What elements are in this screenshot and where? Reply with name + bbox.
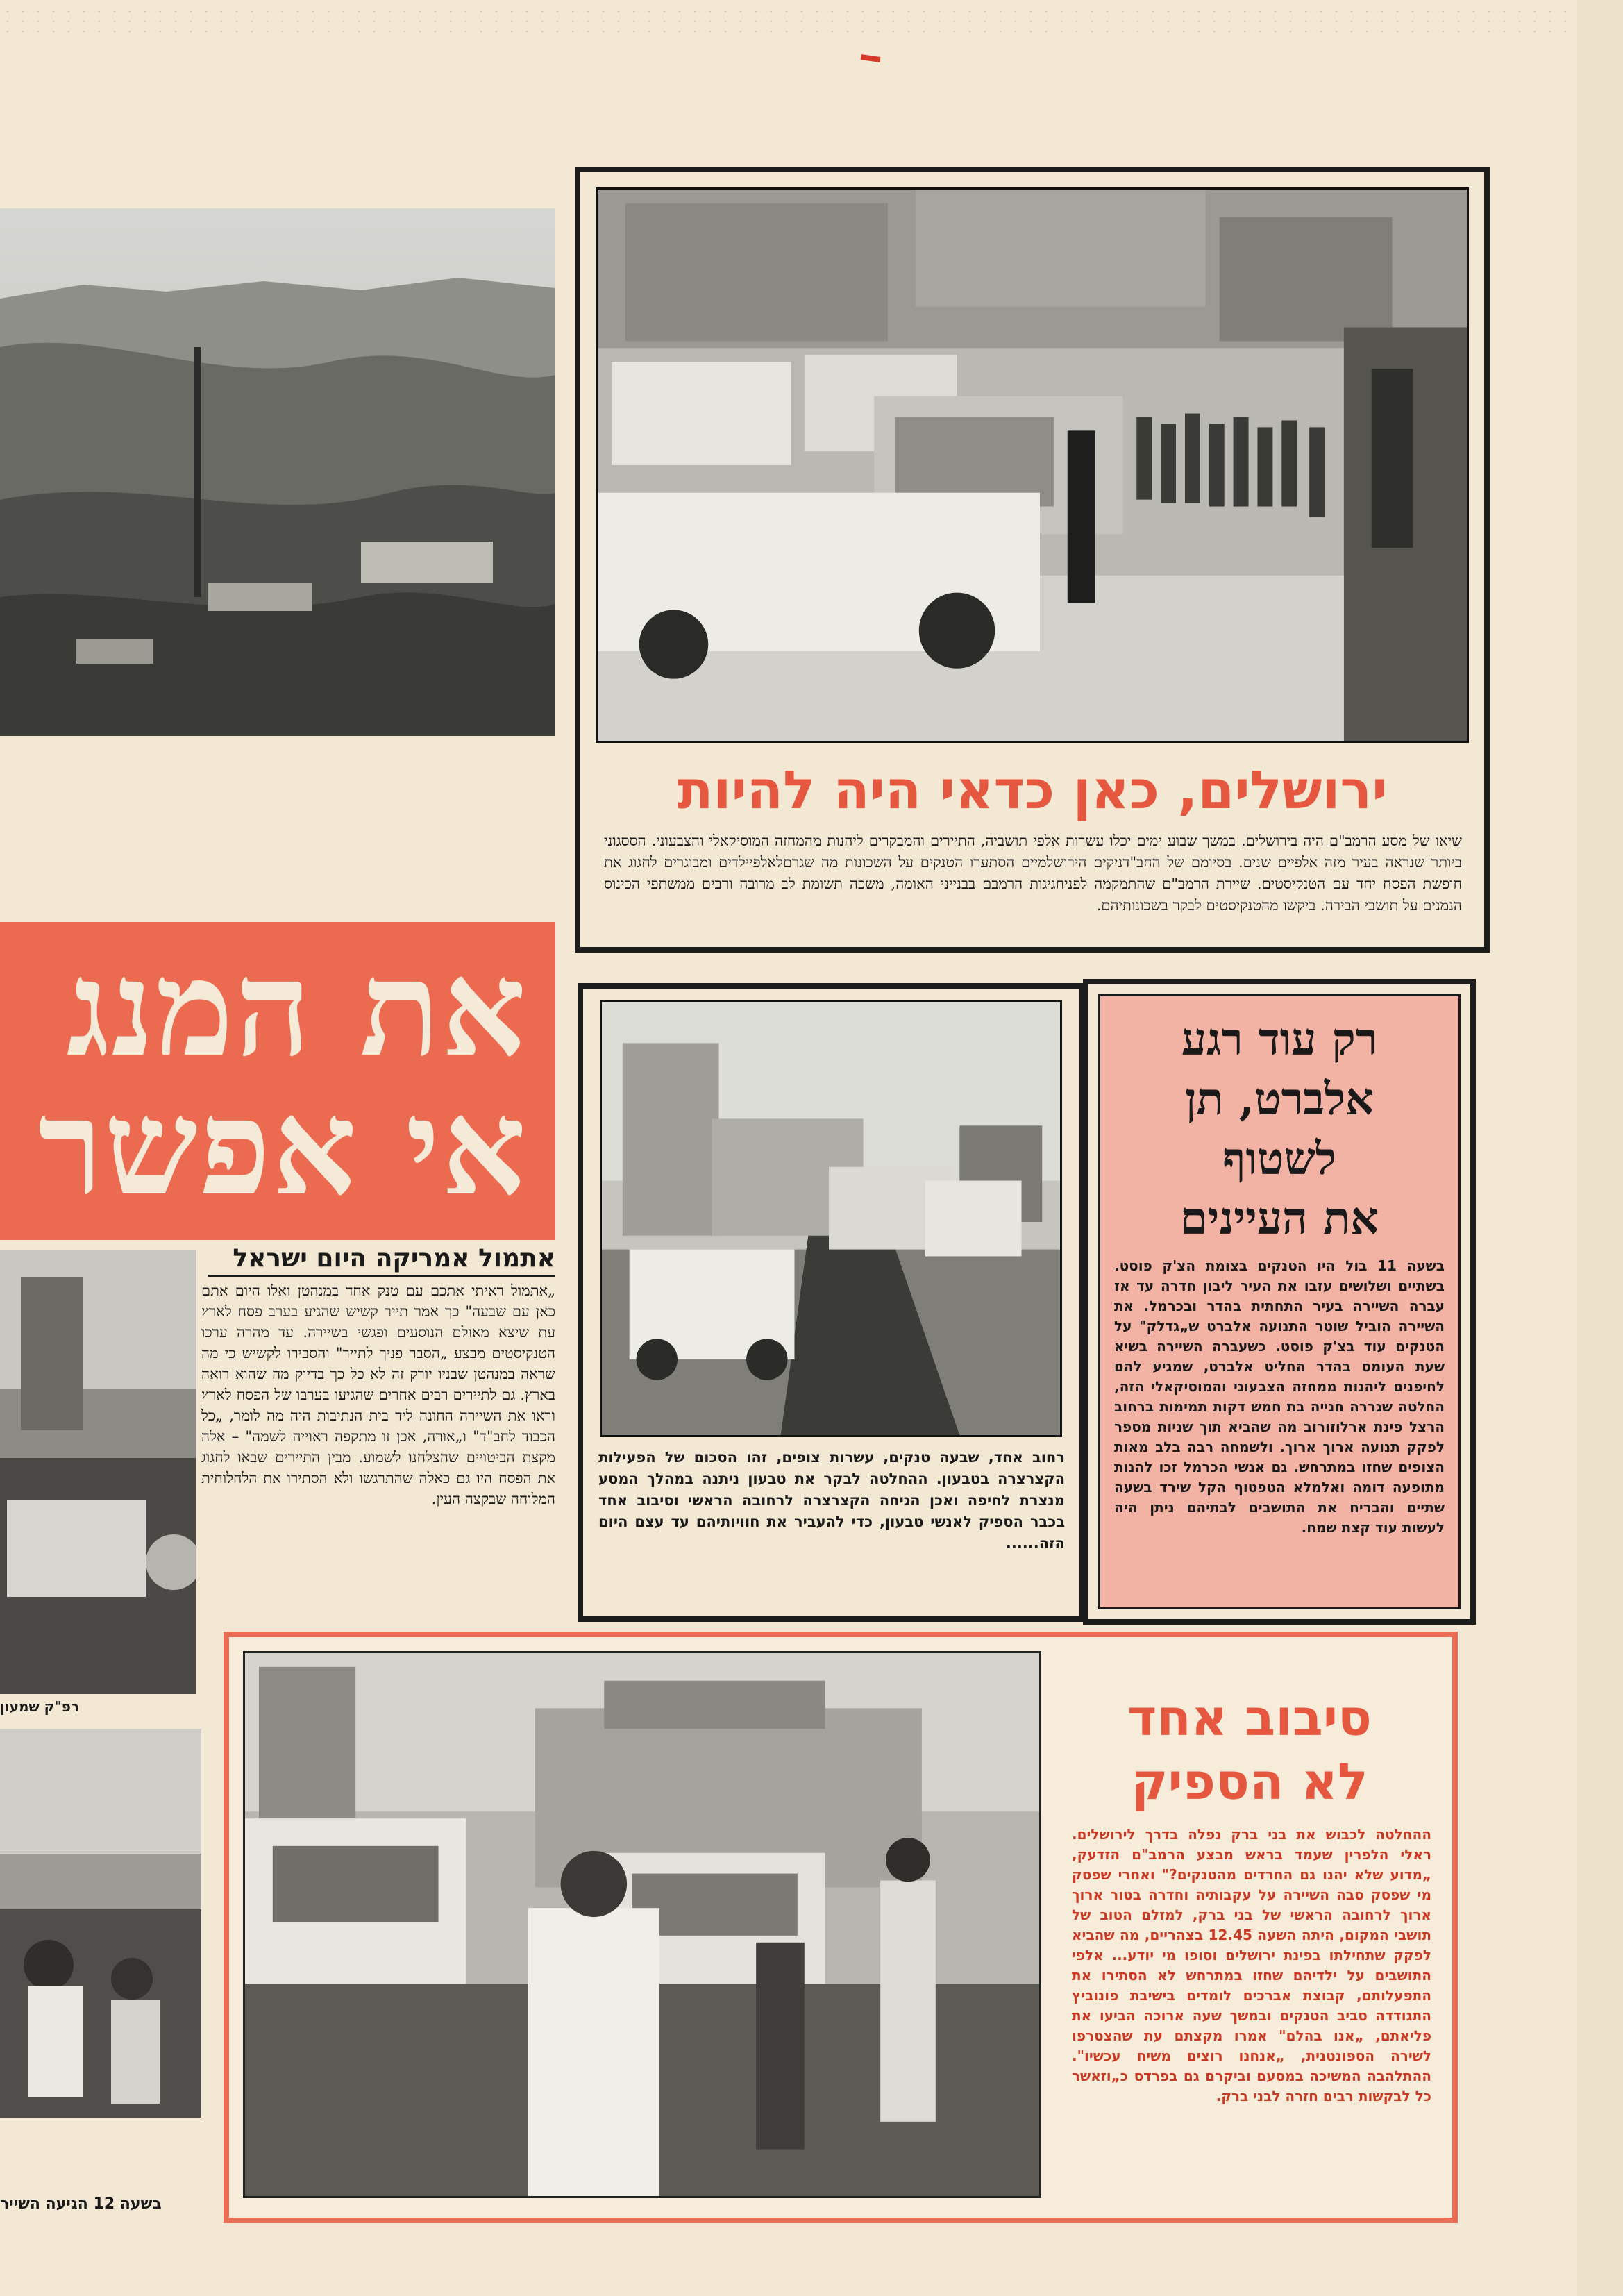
jerusalem-headline: ירושלים, כאן כדאי היה להיות (677, 759, 1388, 821)
city-panorama-photo (0, 208, 555, 736)
albert-story-frame (1083, 979, 1476, 1625)
left-edge-photo (0, 1250, 196, 1694)
bnei-brak-headline-line-2: לא הספיק (1131, 1752, 1368, 1811)
jerusalem-body: שיאו של מסע הרמב"ם היה בירושלים. במשך שבוע ימים יכלו עשרות אלפי תושביה, התיירים והמבקרים ליהנות מהמחזה המוסיקאלי והצבעוני. הססגוני ביותר שנראה בעיר מזה אלפיים שנים. בסיומם של החב"דניקים הירושלמיים הסתערו הטנקים על השכונות מה שגרםלאלפיילדים ומבוגרים לחגוג את חופשת הפסח יחד עם הטנקיסטים. שיירת הרמב"ם שהתמקמה לפניחגיגות הרמבם בבנייני האומה, משכה תשומת לב מרובה ורבים ממשתפי הכינוס הנמנים על תושבי הבירה. ביקשו מהטנקיסטים לבקר בשכונותיהם. (604, 832, 1462, 914)
street-caption: רחוב אחד, שבעה טנקים, עשרות צופים, זהו הסכום של הפעילות הקצרצרה בטבעון. ההחלטה לבקר את טבעון ניתנה במהלך המסע מנצרת לחיפה ואכן הגיחה הקצרצרה לרחובה הראשי וסיבוב אחד בכבר הספיק לאנשי טבעון, כדי להעביר את חוויותיהם עד עצם היום הזה...... (598, 1449, 1065, 1552)
bnei-brak-story-frame (224, 1632, 1458, 2223)
top-dotted-strip (0, 7, 1623, 35)
albert-headline-line-2: אלברט, תן (1185, 1073, 1374, 1125)
yesterday-story-title: אתמול אמריקה היום ישראל (208, 1243, 555, 1277)
albert-headline (1100, 1010, 1458, 1249)
left-bottom-photo (0, 1729, 201, 2118)
street-story-frame (578, 983, 1084, 1622)
albert-headline-line-3: לשטוף (1222, 1133, 1336, 1185)
jerusalem-story-frame (575, 167, 1490, 953)
bnei-brak-body: ההחלטה לכבוש את בני ברק נפלה בדרך לירושלים. ראלי הלפרין שעמד בראש מבצע הרמב"ם הזדעק, „מדוע שלא יהנו גם החרדים מהטנקים?" ואחרי שפסק מי שפסק סבה השיירה על עקבותיה וחדרה בטור ארוך ארוך לרחובה הראשי של בני ברק, למזלם הטוב של תושבי המקום, היתה השעה 12.45 בצהריים, מה שהביא לפקק שתחילתו בפינת ירושלים וסופו מי יודע... אלפי התושבים על ילדיהם שחזו במתרחש לא הסתירו את התפעלותם, קבוצת אברכים לומדים בישיבת פונוביץ התגודדה סביב הטנקים ובמשך שעה ארוכה הביעו את פליאתם, „אנו בהלם" אמרו מקצתם עת שהצטרפו לשירה הספונטנית, „אנחנו רוצים משיח עכשיו". ההתלהבה המשיכה במסעם וביקרם גם בפרדס כ„וזאשר כל לבקשות רבים חזרה לבני ברק. (1072, 1826, 1431, 2104)
street-photo (600, 1000, 1062, 1437)
bnei-brak-headline-line-1: סיבוב אחד (1127, 1689, 1372, 1747)
banner-line-1: את המנג (66, 931, 528, 1086)
albert-headline-line-1: רק עוד רגע (1181, 1014, 1378, 1066)
jerusalem-photo (596, 187, 1469, 743)
albert-body: בשעה 11 בול היו הטנקים בצומת הצ'ק פוסט. בשתיים ושלושים עזבו את העיר ליבון חדרה עד אז עברה השיירה בעיר התחתית בהדר ובכרמל. את השיירה הוביל שוטר התנועה אלברט ש„גדלק" על הטנקים עוד בצ'ק פוסט. כשעברה השיירה בשיא שעת העומס בהדר החליט אלברט, שמגיע להם לחיפנים ליהנות ממחזה הצבעוני והמוסיקאלי הזה, החלטה שגררה חנייה בת חמש דקות תמימות ברחוב הרצל פינת ארלוזורוב מה שהביא תוך שניות מספר לפקק תנועה ארוך ארוך. ולשמחה רבה בלב מאות הצופים שחזו במתרחש. גם אנשי הכרמל זכו להנות מתופעה דומה ואלמלא הטפטוף הקל שירד בשעה שתיים והבריח את התושבים לבתיהם ניתן היה לעשות עוד קצת שמח. (1114, 1257, 1445, 1536)
albert-headline-line-4: את העיינים (1179, 1193, 1379, 1245)
right-page-edge (1577, 0, 1623, 2296)
bnei-brak-headline (1055, 1686, 1444, 1813)
albert-story-inner (1098, 994, 1461, 1609)
yesterday-story-body: „אתמול ראיתי אתכם עם טנק אחד במנהטן ואלו היום אתם כאן עם שבעה" כך אמר תייר קשיש שהגיע בערב פסח לארץ עת שיצא מאולם הנוסעים ופגשי בשיירה. עד מהרה ערכו הטנקיסטים מבצע „הסבר פניך לתייר" והסבירו לקשיש כי מה שראה במנהטן שבניו יורק זה לא כל כך בדיוק מה שהוא רואה בארץ. גם לתיירים רבים אחרים שהגיעו בערבו של הפסח לארץ וראו את השיירה החונה ליד בית הנתיבות היה מה לומר, „כל הכבוד לחב"ד" ו„אורה, אכן זו מתקפה ראוייה לשמה" – אלה מקצת הביטויים שהצלחנו לשמוע. מבין התיירים שבאו לחגוג את הפסח היו גם כאלה שהתרגשו ולא הסתירו את הלחלוחית המלוחה שבקצה העין. (201, 1282, 555, 1507)
banner-line-2: אי אפשר (37, 1070, 528, 1225)
red-mark-icon (861, 54, 881, 62)
bottom-caption: בשעה 12 הגיעה השייר (0, 2195, 162, 2213)
photo-credit: רפ"ק שמעון (0, 1698, 79, 1715)
red-banner (0, 922, 555, 1240)
bnei-brak-photo (243, 1651, 1041, 2198)
